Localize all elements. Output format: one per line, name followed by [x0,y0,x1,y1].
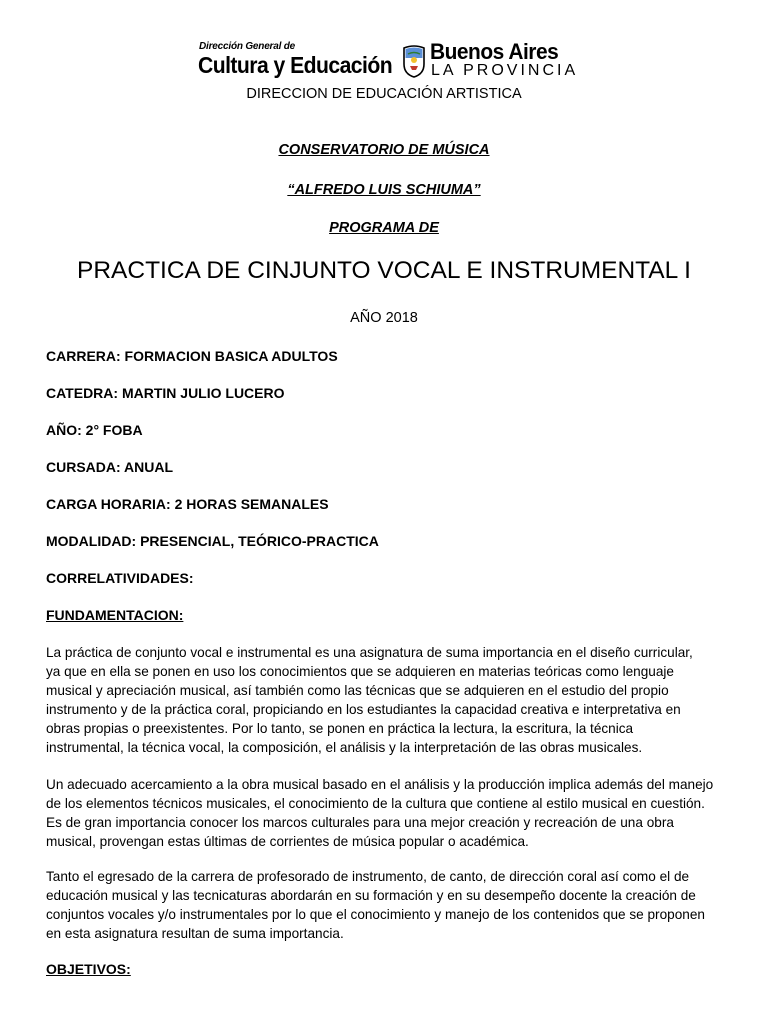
program-heading-line [0,219,768,237]
field-anio: AÑO: 2° FOBA [46,422,143,438]
paragraph-line: obras propias o preexistentes. Por lo tanto, se ponen en práctica la lectura, la escritura, la técnica [46,721,634,736]
paragraph-line: Es de gran importancia conocer los marcos culturales para una mejor creación y recreación de una obra [46,815,674,830]
logo-main-text: Cultura y Educación [198,52,393,78]
paragraph-line: en esta asignatura resultan de suma importancia. [46,926,344,941]
paragraph-2 [46,775,736,851]
subject-title: PRACTICA DE CINJUNTO VOCAL E INSTRUMENTAL I [77,257,691,284]
province-shield-icon [402,44,426,78]
conservatory-heading-line [0,141,768,159]
direction-heading: DIRECCION DE EDUCACIÓN ARTISTICA [246,86,522,102]
header-logo [198,39,579,80]
paragraph-line: Tanto el egresado de la carrera de profesorado de instrumento, de canto, de dirección coral así como el de [46,869,690,884]
conservatory-heading: CONSERVATORIO DE MÚSICA [278,142,490,158]
paragraph-line: educación musical y las tecnicaturas abordarán en su formación y en su desempeño docente la creación de [46,888,696,903]
paragraph-line: Un adecuado acercamiento a la obra musical basado en el análisis y la producción implica además del manejo [46,777,714,792]
field-catedra: CATEDRA: MARTIN JULIO LUCERO [46,385,285,401]
paragraph-1 [46,643,736,757]
paragraph-line: ya que en ella se ponen en uso los conocimientos que se adquieren en materias teóricas como lenguaje [46,664,674,679]
field-carrera: CARRERA: FORMACION BASICA ADULTOS [46,348,338,364]
field-modalidad: MODALIDAD: PRESENCIAL, TEÓRICO-PRACTICA [46,533,379,549]
honoree-heading: “ALFREDO LUIS SCHIUMA” [287,182,481,198]
section-fundamentacion: FUNDAMENTACION: [46,607,184,623]
paragraph-line: instrumento y de la práctica coral, propiciando en los estudiantes la capacidad creativa e interpretativa en [46,702,681,717]
paragraph-line: La práctica de conjunto vocal e instrumental es una asignatura de suma importancia en el diseño curricular, [46,645,693,660]
field-correlatividades: CORRELATIVIDADES: [46,570,194,586]
logo-province-text: LA PROVINCIA [431,62,579,79]
program-heading: PROGRAMA DE [329,220,439,236]
field-carga-horaria: CARGA HORARIA: 2 HORAS SEMANALES [46,496,329,512]
logo-small-text: Dirección General de [199,41,296,52]
paragraph-line: conjuntos vocales y/o instrumentales por lo que el conocimiento y manejo de los contenidos que se proponen [46,907,705,922]
paragraph-3 [46,867,736,943]
honoree-heading-line [0,181,768,199]
paragraph-line: instrumental, la técnica vocal, la composición, el análisis y la interpretación de las obras musicales. [46,740,643,755]
paragraph-line: musical, provengan estas últimas de corrientes de música popular o académica. [46,834,529,849]
field-cursada: CURSADA: ANUAL [46,459,174,475]
paragraph-line: musical y apreciación musical, así también como las técnicas que se adquieren en el estudio del propio [46,683,669,698]
program-year: AÑO 2018 [350,310,418,326]
section-objetivos: OBJETIVOS: [46,961,131,977]
logo-region-text: Buenos Aires [430,39,559,64]
paragraph-line: de los elementos técnicos musicales, el conocimiento de la cultura que contiene al estilo musical en cuestión. [46,796,705,811]
